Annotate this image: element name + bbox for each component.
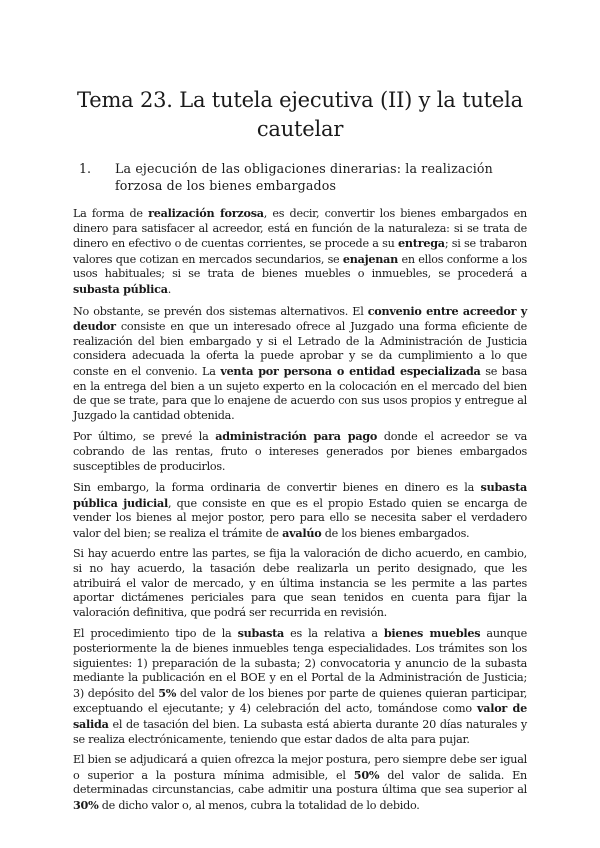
bold-text: valor de salida [73,701,527,731]
text-run: El procedimiento tipo de la [73,627,238,641]
bold-text: enajenan [342,251,399,266]
section-heading-text: La ejecución de las obligaciones dinerarias: la realización forzosa de los bienes embargados [115,161,493,193]
bold-text: 5% [158,685,177,700]
text-run: , es decir, convertir los bienes embargados en dinero para satisfacer al acreedor, está en función de la naturaleza: si se trata de dinero en efectivo o de cuentas corrientes, se procede a su [73,207,527,251]
paragraph [73,626,527,747]
text-run: Sin embargo, la forma ordinaria de convertir bienes en dinero es la [73,481,481,495]
text-run: el de tasación del bien. La subasta está abierta durante 20 días naturales y se realiza electrónicamente, teniendo que estar dados de alta para pujar. [73,718,527,746]
paragraph [73,753,527,813]
bold-text: subasta [237,626,285,641]
text-run: de dicho valor o, al menos, cubra la totalidad de lo debido. [98,798,420,812]
bold-text: subasta pública [73,281,168,296]
section-heading [73,160,527,194]
text-run: La forma de [73,207,149,220]
text-run: del valor de los bienes por parte de quienes quieran participar, exceptuando el ejecutante; y 4) celebración del acto, tomándose como [73,686,527,716]
bold-text: realización forzosa [148,206,264,220]
text-run: Si hay acuerdo entre las partes, se fija la valoración de dicho acuerdo, en cambio, si no hay acuerdo, la tasación debe realizarla un perito designado, que les atribuirá el valor de mercado, y en última instancia se les permite a las partes aportar dictámenes periciales para que sean tenidos en cuenta para fijar la valoración definitiva, que podrá ser recurrida en revisión. [73,547,527,619]
text-run: en ellos conforme a los usos habituales; si se trata de bienes muebles o inmuebles, se procederá a [73,252,527,281]
text-run: es la relativa a [284,627,384,641]
text-run: . [167,282,172,296]
paragraph [73,547,527,620]
bold-text: bienes muebles [383,626,481,641]
text-run: ; si se trabaron valores que cotizan en mercados secundarios, se [73,237,527,266]
text-run: se basa en la entrega del bien a un sujeto experto en la colocación en el mercado del bien de que se trate, para que lo enajene de acuerdo con sus usos propios y entregue al Juzgado la cantidad obtenida. [73,364,527,422]
text-run: del valor de salida. En determinadas circunstancias, cabe admitir una postura última que sea superior al [73,768,527,797]
text-run: Por último, se prevé la [73,430,216,444]
paragraph [73,429,527,474]
paragraph [73,480,527,541]
body-text [73,206,527,814]
bold-text: avalúo [282,525,322,540]
text-run: El bien se adjudicará a quien ofrezca la mejor postura, pero siempre debe ser igual o superior a la postura mínima admisible, el [73,753,527,782]
section-number: 1. [79,161,92,176]
text-run: aunque posteriormente la de bienes inmuebles tenga especialidades. Los trámites son los siguientes: 1) preparación de la subasta; 2) convocatoria y anuncio de la subasta mediante la publicación en el BOE y en el Portal de la Administración de Justicia; 3) depósito del [73,627,528,700]
bold-text: subasta pública judicial [73,480,527,510]
text-run: donde el acreedor se va cobrando de las rentas, fruto o intereses generados por bienes embargados susceptibles de producirlos. [73,430,527,473]
bold-text: convenio entre acreedor y deudor [73,303,528,334]
paragraph [73,206,527,298]
bold-text: entrega [398,236,445,251]
text-run: de los bienes embargados. [321,526,470,540]
text-run: , que consiste en que es el propio Estado quien se encarga de vender los bienes al mejor postor, pero para ello se necesita saber el verdadero valor del bien; se realiza el trámite de [73,496,527,540]
paragraph [73,304,527,424]
page-title: Tema 23. La tutela ejecutiva (II) y la tutela cautelar [77,88,523,141]
bold-text: 50% [353,767,380,782]
text-run: consiste en que un interesado ofrece al Juzgado una forma eficiente de realización del bien embargado y si el Letrado de la Administración de Justicia considera adecuada la oferta la puede aprobar y se da cumplimiento a lo que conste en el convenio. La [73,320,527,378]
text-run: No obstante, se prevén dos sistemas alternativos. El [73,304,368,318]
bold-text: 30% [73,797,99,812]
bold-text: administración para pago [215,429,378,444]
bold-text: venta por persona o entidad especializada [220,363,481,378]
